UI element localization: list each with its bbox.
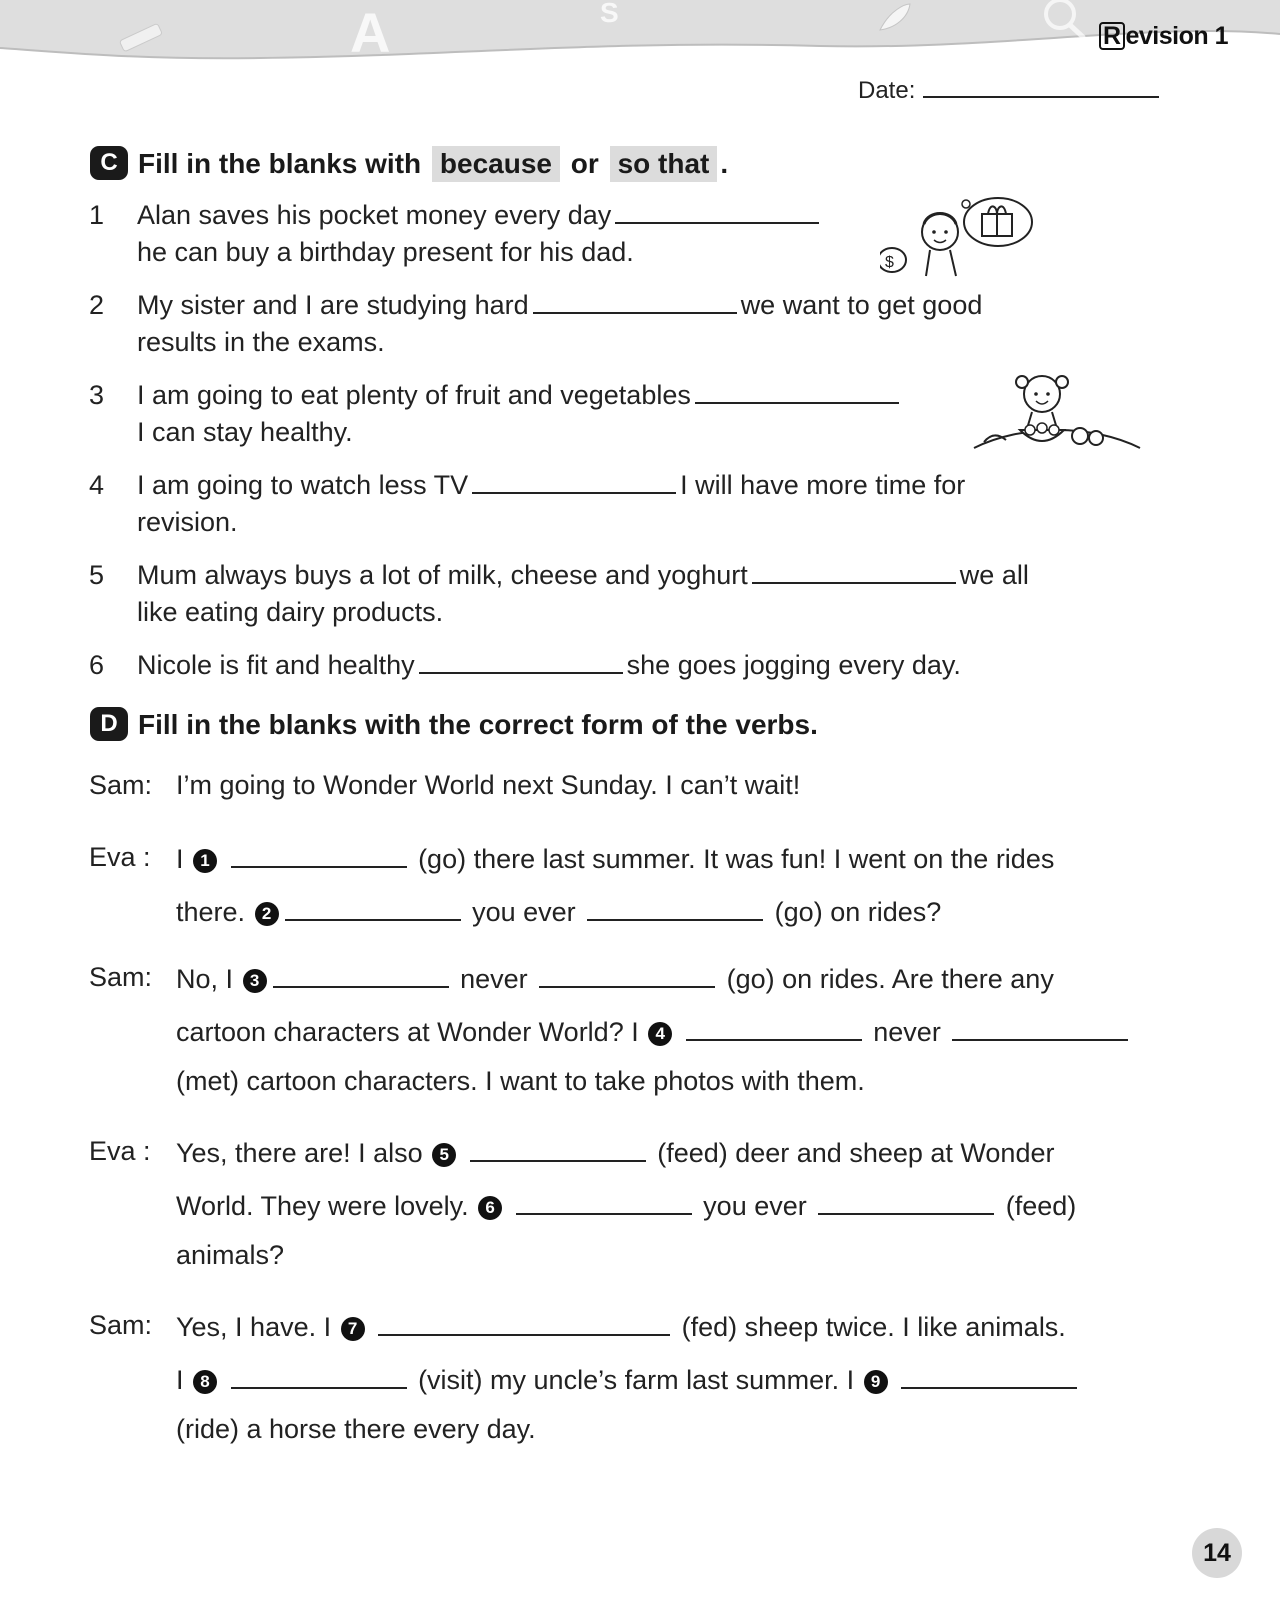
header-banner [0, 0, 1280, 75]
dialogue-line: No, I 3 never (go) on rides. Are there any [176, 964, 1054, 994]
dialogue-line: (ride) a horse there every day. [176, 1414, 536, 1444]
blank-number-badge: 3 [243, 969, 267, 993]
dialogue-line: Yes, I have. I 7 (fed) sheep twice. I like animals. [176, 1312, 1066, 1342]
revision-label: R evision 1 [1099, 22, 1228, 51]
answer-blank[interactable] [539, 962, 715, 988]
blank-number-badge: 1 [193, 849, 217, 873]
date-field [858, 76, 1159, 105]
question-number: 2 [89, 290, 105, 320]
blank-number-badge: 7 [341, 1317, 365, 1341]
dialogue-line: there. 2 you ever (go) on rides? [176, 897, 942, 927]
speaker-label: Eva : [89, 842, 151, 872]
answer-blank[interactable] [378, 1310, 670, 1336]
answer-blank[interactable] [695, 378, 899, 404]
question-2: 2 My sister and I are studying hard we want to get good results in the exams. [137, 287, 982, 361]
speaker-label: Eva : [89, 1136, 151, 1166]
decorative-letter-a: A [350, 1, 391, 64]
answer-blank[interactable] [419, 648, 623, 674]
section-d-heading: D Fill in the blanks with the correct form of the verbs. [90, 709, 818, 744]
blank-number-badge: 5 [432, 1143, 456, 1167]
question-number: 3 [89, 380, 105, 410]
girl-eating-fruit-illustration [972, 368, 1142, 456]
answer-blank[interactable] [901, 1363, 1077, 1389]
answer-blank[interactable] [273, 962, 449, 988]
keyword-because: because [432, 146, 560, 182]
answer-blank[interactable] [818, 1189, 994, 1215]
answer-blank[interactable] [472, 468, 676, 494]
answer-blank[interactable] [752, 558, 956, 584]
blank-number-badge: 4 [648, 1022, 672, 1046]
answer-blank[interactable] [952, 1015, 1128, 1041]
dialogue-line: I’m going to Wonder World next Sunday. I can’t wait! [176, 770, 801, 800]
page-number: 14 [1192, 1528, 1242, 1578]
section-c-heading: C Fill in the blanks with because or so that . [90, 146, 728, 183]
blank-number-badge: 2 [255, 902, 279, 926]
decorative-letter-s: S [600, 0, 619, 28]
answer-blank[interactable] [533, 288, 737, 314]
section-c-badge: C [90, 146, 128, 180]
question-number: 4 [89, 470, 105, 500]
coin-dollar-sign: $ [885, 254, 894, 271]
answer-blank[interactable] [470, 1136, 646, 1162]
question-number: 5 [89, 560, 105, 590]
question-number: 1 [89, 200, 105, 230]
question-1: 1 Alan saves his pocket money every day he can buy a birthday present for his dad. [137, 197, 823, 271]
section-d-badge: D [90, 707, 128, 741]
dialogue-line: (met) cartoon characters. I want to take photos with them. [176, 1066, 865, 1096]
date-blank[interactable] [923, 76, 1159, 98]
answer-blank[interactable] [285, 895, 461, 921]
speaker-label: Sam: [89, 962, 153, 992]
date-label: Date: [858, 77, 916, 104]
question-3: 3 I am going to eat plenty of fruit and vegetables I can stay healthy. [137, 377, 903, 451]
dialogue-line: World. They were lovely. 6 you ever (feed) [176, 1191, 1077, 1221]
question-number: 6 [89, 650, 105, 680]
boy-thinking-gift-illustration [880, 192, 1040, 284]
dialogue-line: I 1 (go) there last summer. It was fun! I went on the rides [176, 844, 1055, 874]
blank-number-badge: 8 [193, 1370, 217, 1394]
speaker-label: Sam: [89, 1310, 153, 1340]
speaker-label: Sam: [89, 770, 153, 800]
answer-blank[interactable] [516, 1189, 692, 1215]
blank-number-badge: 9 [864, 1370, 888, 1394]
dialogue-line: animals? [176, 1240, 285, 1270]
dialogue-line: I 8 (visit) my uncle’s farm last summer. I 9 [176, 1363, 1081, 1396]
question-6: 6 Nicole is fit and healthy she goes jogging every day. [137, 647, 961, 684]
answer-blank[interactable] [615, 198, 819, 224]
question-4: 4 I am going to watch less TV I will have more time for revision. [137, 467, 965, 541]
question-5: 5 Mum always buys a lot of milk, cheese and yoghurt we all like eating dairy products. [137, 557, 1029, 631]
keyword-so-that: so that [610, 146, 718, 182]
answer-blank[interactable] [231, 1363, 407, 1389]
blank-number-badge: 6 [478, 1196, 502, 1220]
answer-blank[interactable] [587, 895, 763, 921]
dialogue-line: Yes, there are! I also 5 (feed) deer and sheep at Wonder [176, 1138, 1055, 1168]
answer-blank[interactable] [231, 842, 407, 868]
answer-blank[interactable] [686, 1015, 862, 1041]
dialogue-line: cartoon characters at Wonder World? I 4 never [176, 1015, 1132, 1048]
